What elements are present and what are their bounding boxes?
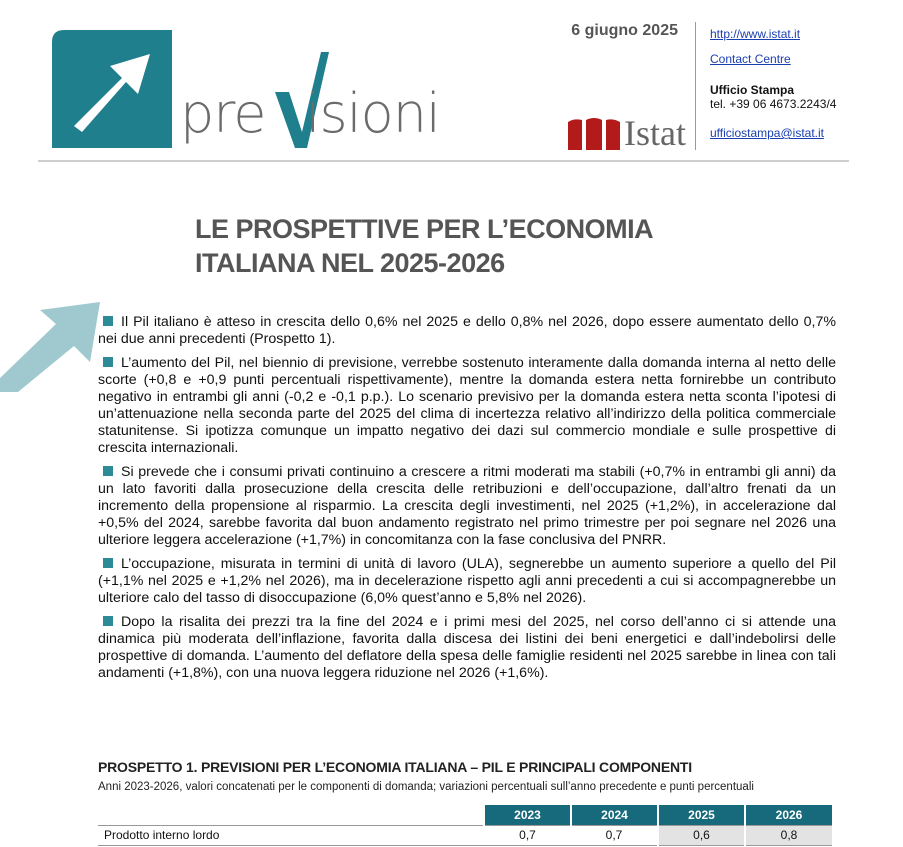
- bullet-square-icon: [103, 466, 113, 476]
- table-subtitle: Anni 2023-2026, valori concatenati per le componenti di domanda; variazioni percentuali sull’anno precedente e punti percentuali: [98, 781, 754, 793]
- press-office-label: Ufficio Stampa: [710, 83, 795, 97]
- publication-date: 6 giugno 2025: [571, 22, 678, 39]
- press-email-link[interactable]: ufficiostampa@istat.it: [710, 126, 825, 140]
- key-point: Il Pil italiano è atteso in crescita dello 0,6% nel 2025 e dello 0,8% nel 2026, dopo essere aumentato dello 0,7% nei due anni precedenti (Prospetto 1).: [98, 314, 836, 347]
- press-office-phone: tel. +39 06 4673.2243/4: [710, 97, 837, 111]
- table-row: [98, 825, 832, 845]
- header-rule: [38, 160, 849, 162]
- year-header: 2026: [745, 805, 832, 825]
- row-label: Prodotto interno lordo: [98, 825, 484, 845]
- istat-logo-icon: [566, 116, 622, 150]
- cell-value: 0,7: [571, 825, 658, 845]
- forecast-table: [98, 805, 832, 846]
- bullet-square-icon: [103, 616, 113, 626]
- bullet-square-icon: [103, 316, 113, 326]
- table-title: PROSPETTO 1. PREVISIONI PER L’ECONOMIA ITALIANA – PIL E PRINCIPALI COMPONENTI: [98, 759, 692, 775]
- contact-centre-link[interactable]: Contact Centre: [710, 52, 791, 66]
- website-link[interactable]: http://www.istat.it: [710, 27, 801, 41]
- cell-value-forecast: 0,8: [745, 825, 832, 845]
- key-point: Dopo la risalita dei prezzi tra la fine del 2024 e i primi mesi del 2025, nel corso dell’anno ci si attende una dinamica più moderata dell’inflazione, favorita dalla discesa dei listini dei beni energetici e dall’indebolirsi delle prospettive di domanda. L’aumento del deflatore della spesa delle famiglie residenti nel 2025 sarebbe in linea con tali andamenti (+1,8%), con una nuova leggera riduzione nel 2026 (+1,6%).: [98, 614, 836, 681]
- decorative-arrow-icon: [0, 292, 100, 392]
- key-point: Si prevede che i consumi privati continuino a crescere a ritmi moderati ma stabili (+0,7% in entrambi gli anni) da un lato favoriti dalla prosecuzione della crescita delle retribuzioni e dell’occupazione, dall’altro frenati da un incremento della propensione al risparmio. La crescita degli investimenti, nel 2025 (+1,2%), in accelerazione dal +0,5% del 2024, sarebbe favorita dal buon andamento registrato nel primo trimestre per poi segnare nel 2026 una ulteriore leggera accelerazione (+1,7%) in concomitanza con la fase conclusiva del PNRR.: [98, 464, 836, 548]
- year-header: 2025: [658, 805, 745, 825]
- istat-wordmark: Istat: [624, 113, 686, 153]
- bullet-square-icon: [103, 558, 113, 568]
- bullet-square-icon: [103, 357, 113, 367]
- key-point: L’aumento del Pil, nel biennio di previsione, verrebbe sostenuto interamente dalla domanda interna al netto delle scorte (+0,8 e +0,9 punti percentuali rispettivamente), mentre la domanda estera netta fornirebbe un contributo negativo in entrambi gli anni (-0,2 e -0,1 p.p.). Lo scenario previsivo per la domanda estera netta sconta l’ipotesi di un’attenuazione nella seconda parte del 2025 del clima di incertezza relativo all’indirizzo della politica commerciale statunitense. Si ipotizza comunque un impatto negativo dei dazi sul commercio mondiale e sulle prospettive di crescita internazionali.: [98, 355, 836, 456]
- header-divider: [695, 22, 696, 150]
- logo-wordmark: pre isioni: [180, 82, 440, 145]
- page-title: LE PROSPETTIVE PER L’ECONOMIA ITALIANA NEL 2025-2026: [195, 214, 654, 278]
- year-header: 2024: [571, 805, 658, 825]
- cell-value: 0,7: [484, 825, 571, 845]
- cell-value-forecast: 0,6: [658, 825, 745, 845]
- key-point: L’occupazione, misurata in termini di unità di lavoro (ULA), segnerebbe un aumento superiore a quello del Pil (+1,1% nel 2025 e +1,2% nel 2026), ma in decelerazione rispetto agli anni precedenti a cui si accompagnerebbe un ulteriore calo del tasso di disoccupazione (6,0% quest’anno e 5,8% nel 2026).: [98, 556, 836, 606]
- key-points-list: [98, 314, 836, 689]
- previsioni-logo-icon: [52, 30, 172, 148]
- year-header: 2023: [484, 805, 571, 825]
